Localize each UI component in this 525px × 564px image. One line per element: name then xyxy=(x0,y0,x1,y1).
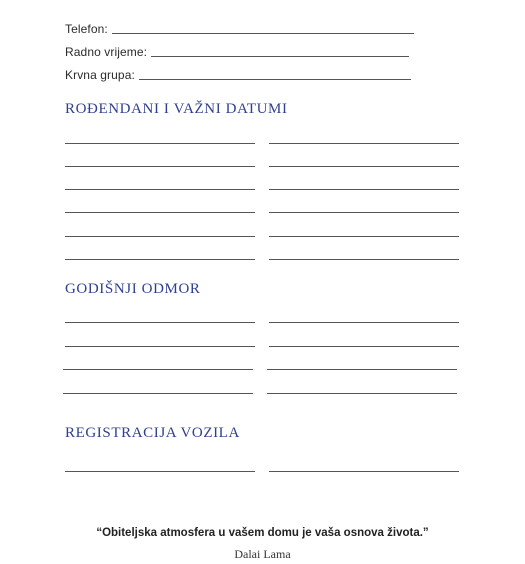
birthday-line-right-1[interactable] xyxy=(269,143,459,144)
birthday-line-right-6[interactable] xyxy=(269,259,459,260)
vehicle-registration-section-title: REGISTRACIJA VOZILA xyxy=(65,425,240,441)
birthday-line-left-1[interactable] xyxy=(65,143,255,144)
vacation-line-right-1[interactable] xyxy=(269,322,459,323)
vacation-line-left-1[interactable] xyxy=(65,322,255,323)
footer-quote: “Obiteljska atmosfera u vašem domu je vaša osnova života.” xyxy=(96,527,429,539)
birthday-line-left-6[interactable] xyxy=(65,259,255,260)
birthday-line-right-2[interactable] xyxy=(269,166,459,167)
footer-quote-author: Dalai Lama xyxy=(234,547,291,561)
phone-line[interactable] xyxy=(112,33,414,34)
birthday-line-left-5[interactable] xyxy=(65,236,255,237)
working-hours-line[interactable] xyxy=(151,56,409,57)
vehicle-line-right-1[interactable] xyxy=(269,471,459,472)
vacation-section-title: GODIŠNJI ODMOR xyxy=(65,281,201,297)
phone-label: Telefon: xyxy=(65,22,108,36)
vacation-line-right-3[interactable] xyxy=(267,369,457,370)
birthday-line-left-2[interactable] xyxy=(65,166,255,167)
blood-type-label: Krvna grupa: xyxy=(65,68,135,82)
blood-type-field-row xyxy=(65,66,411,82)
working-hours-label: Radno vrijeme: xyxy=(65,45,148,59)
vacation-line-right-4[interactable] xyxy=(267,393,457,394)
blood-type-line[interactable] xyxy=(139,79,411,80)
working-hours-field-row xyxy=(65,43,409,59)
phone-field-row xyxy=(65,20,414,36)
birthday-line-right-3[interactable] xyxy=(269,189,459,190)
vacation-line-left-4[interactable] xyxy=(63,393,253,394)
vacation-line-left-3[interactable] xyxy=(63,369,253,370)
vacation-line-left-2[interactable] xyxy=(65,346,255,347)
birthdays-section-title: ROĐENDANI I VAŽNI DATUMI xyxy=(65,101,288,117)
birthday-line-left-3[interactable] xyxy=(65,189,255,190)
birthday-line-left-4[interactable] xyxy=(65,212,255,213)
birthday-line-right-5[interactable] xyxy=(269,236,459,237)
vehicle-line-left-1[interactable] xyxy=(65,471,255,472)
birthday-line-right-4[interactable] xyxy=(269,212,459,213)
vacation-line-right-2[interactable] xyxy=(269,346,459,347)
